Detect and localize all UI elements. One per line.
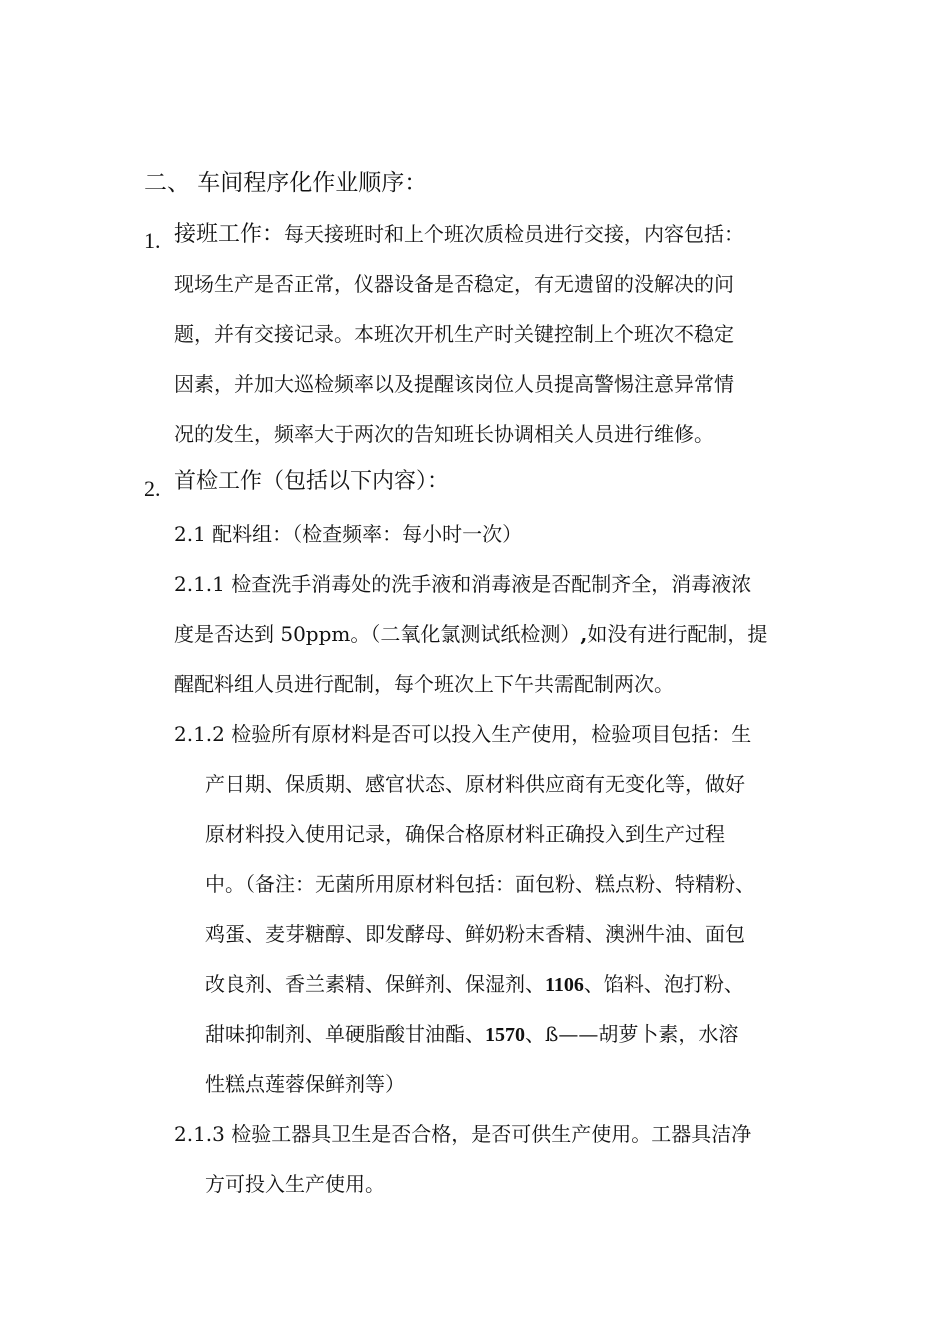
- section-title: 二、 车间程序化作业顺序：: [144, 170, 428, 196]
- sub-2-1-1-line2: [174, 624, 767, 644]
- sub-2-1-2-line7: [205, 1024, 738, 1045]
- item1-text-line5: 况的发生，频率大于两次的告知班长协调相关人员进行维修。: [174, 422, 714, 446]
- item1-text-line3: 题，并有交接记录。本班次开机生产时关键控制上个班次不稳定: [174, 322, 734, 346]
- sub-2-1-2-line6: [205, 974, 744, 995]
- sub-2-1-3-line2: 方可投入生产使用。: [205, 1172, 385, 1196]
- sub-2-1-2-code-1570: 1570: [485, 1024, 525, 1046]
- sub-2-1-2-line1: 2.1.2 检验所有原材料是否可以投入生产使用，检验项目包括：生: [174, 722, 752, 746]
- sub-2-1-1-line2-comma: ,: [580, 622, 588, 646]
- sub-2-1-2-line8: 性糕点莲蓉保鲜剂等）: [205, 1072, 405, 1096]
- sub-2-1-2-line6-part2: 、馅料、泡打粉、: [583, 972, 744, 996]
- item1-text-line1: 每天接班时和上个班次质检员进行交接，内容包括：: [284, 222, 745, 246]
- sub-2-1-2-line3: 原材料投入使用记录，确保合格原材料正确投入到生产过程: [205, 822, 725, 846]
- sub-2-1-1-line3: 醒配料组人员进行配制，每个班次上下午共需配制两次。: [174, 672, 674, 696]
- item1-number: 1.: [144, 228, 161, 253]
- sub-2-1-2-code-1106: 1106: [545, 974, 584, 996]
- item1-first-line: [174, 224, 744, 246]
- item2-heading: 首检工作（包括以下内容）：: [174, 469, 450, 494]
- sub-2-1-2-line4: 中。（备注：无菌所用原材料包括：面包粉、糕点粉、特精粉、: [205, 872, 755, 896]
- sub-2-1-1-line1: 2.1.1 检查洗手消毒处的洗手液和消毒液是否配制齐全，消毒液浓: [174, 572, 752, 596]
- sub-2-1-2-line2: 产日期、保质期、感官状态、原材料供应商有无变化等，做好: [205, 772, 745, 796]
- sub-2-1-2-line7-part1: 甜味抑制剂、单硬脂酸甘油酯、: [205, 1022, 485, 1046]
- sub-2-1-1-line2-part1: 度是否达到 50ppm。（二氧化氯测试纸检测）: [174, 622, 581, 646]
- sub-2-1-3-line1: 2.1.3 检验工器具卫生是否合格，是否可供生产使用。工器具洁净: [174, 1122, 752, 1146]
- sub-2-1-2-line5: 鸡蛋、麦芽糖醇、即发酵母、鲜奶粉末香精、澳洲牛油、面包: [205, 922, 745, 946]
- sub-2-1-title: 2.1 配料组：（检查频率：每小时一次）: [174, 522, 523, 546]
- sub-2-1-2-line7-part2: 、ß——胡萝卜素，水溶: [525, 1022, 739, 1046]
- sub-2-1-1-line2-part2: 如没有进行配制，提: [587, 622, 768, 646]
- item1-text-line4: 因素，并加大巡检频率以及提醒该岗位人员提高警惕注意异常情: [174, 372, 734, 396]
- sub-2-1-2-line6-part1: 改良剂、香兰素精、保鲜剂、保湿剂、: [205, 972, 545, 996]
- item1-text-line2: 现场生产是否正常，仪器设备是否稳定，有无遗留的没解决的问: [174, 272, 734, 296]
- item2-number: 2.: [144, 476, 161, 501]
- item1-heading: 接班工作：: [174, 222, 285, 247]
